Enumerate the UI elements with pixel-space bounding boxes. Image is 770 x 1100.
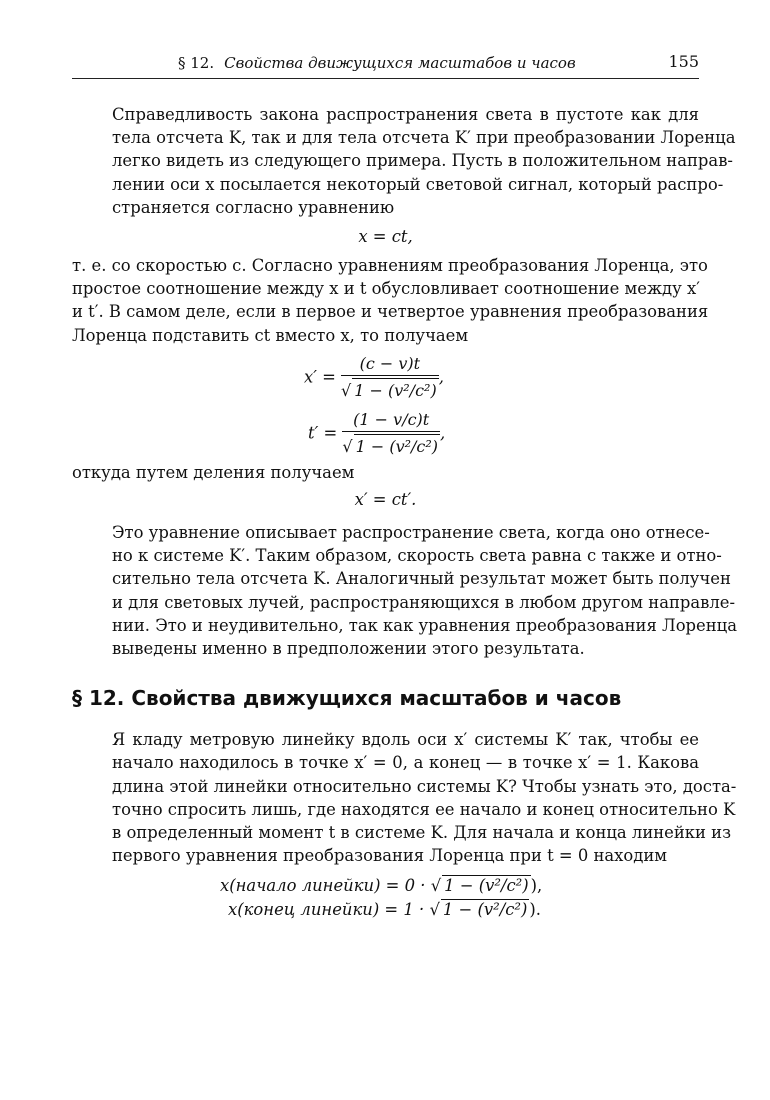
equation-3: t′ = $\frac{(1 - v/c)t}{\text{√ 1 − (v²/c²)}}$ , [308,409,699,459]
page-number: 155 [668,52,699,71]
page [72,52,737,920]
equation-6-lhs: x(конец линейки) = 1 · [228,900,430,920]
equation-3-numerator: (1 − v/c)t [342,409,440,432]
text-line: страняется согласно уравнению [112,197,395,217]
paragraph-4 [72,521,737,660]
text-line: точно спросить лишь, где находятся ее начало и конец относительно K [112,799,736,819]
text-line: тела отсчета K, так и для тела отсчета K′ при преобразовании Лоренца [112,128,736,148]
text-line: начало находилось в точке x′ = 0, а конец — в точке x′ = 1. Какова [112,753,699,773]
paragraph-2 [72,254,709,347]
text-line: и t′. В самом деле, если в первое и четвертое уравнения преобразования [72,302,709,322]
header-title [178,54,576,72]
text-line: сительно тела отсчета K. Аналогичный результат может быть получен [112,569,731,589]
equation-6-root: 1 − (v²/c²) [442,900,528,920]
equation-2: x′ = $\frac{(c - v)t}{\text{√ 1 − (v²/c²)}}$ , [304,353,699,403]
equation-6-tail: ). [529,900,541,920]
text-line: лении оси x посылается некоторый световой сигнал, который распро- [112,174,724,194]
header-title-text: Свойства движущихся масштабов и часов [224,54,576,72]
equation-3-tail: , [440,423,446,443]
text-line: Я кладу метровую линейку вдоль оси x′ системы K′ так, чтобы ее [112,730,699,750]
equation-6: x(конец линейки) = 1 · √ 1 − (v²/c²) ). [228,900,541,920]
header-section-number: § 12. [178,54,215,72]
text-line: выведены именно в предположении этого результата. [112,639,585,659]
equation-5-root: 1 − (v²/c²) [444,876,529,896]
text-line: первого уравнения преобразования Лоренца при t = 0 находим [112,846,668,866]
equation-2-numerator: (c − v)t [341,353,439,376]
equation-4: x′ = ct′. [354,490,417,510]
running-header [72,52,699,79]
paragraph-5 [72,728,737,867]
text-line: простое соотношение между x и t обусловливает соотношение между x′ [72,279,700,299]
text-line: нии. Это и неудивительно, так как уравнения преобразования Лоренца [112,615,737,635]
equation-5: x(начало линейки) = 0 · √ 1 − (v²/c²) ), [220,876,543,896]
paragraph-1 [72,103,736,219]
equation-2-tail: , [438,367,444,387]
text-line: Справедливость закона распространения света в пустоте как для [112,105,699,124]
text-line: и для световых лучей, распространяющихся в любом другом направле- [112,592,736,612]
text-line: в определенный момент t в системе K. Для начала и конца линейки из [112,823,732,843]
paragraph-3: откуда путем деления получаем [72,462,355,482]
equation-3-lhs: t′ = [308,423,338,443]
text-line: Лоренца подставить ct вместо x, то получаем [72,325,469,345]
section-heading: § 12. Свойства движущихся масштабов и часов [72,686,622,711]
equation-5-lhs: x(начало линейки) = 0 · [220,876,431,896]
equation-2-lhs: x′ = [304,367,336,387]
equation-5-tail: ), [530,876,543,896]
text-line: т. е. со скоростью c. Согласно уравнениям преобразования Лоренца, это [72,256,708,276]
text-line: легко видеть из следующего примера. Пусть в положительном направ- [112,151,733,171]
equation-3-denominator: 1 − (v²/c²) [354,434,440,459]
text-line: длина этой линейки относительно системы K? Чтобы узнать это, доста- [112,776,737,796]
text-line: но к системе K′. Таким образом, скорость света равна c также и отно- [112,546,722,566]
equation-1: x = ct, [358,227,413,247]
equation-2-denominator: 1 − (v²/c²) [352,378,438,403]
text-line: Это уравнение описывает распространение света, когда оно отнесе- [112,523,710,543]
